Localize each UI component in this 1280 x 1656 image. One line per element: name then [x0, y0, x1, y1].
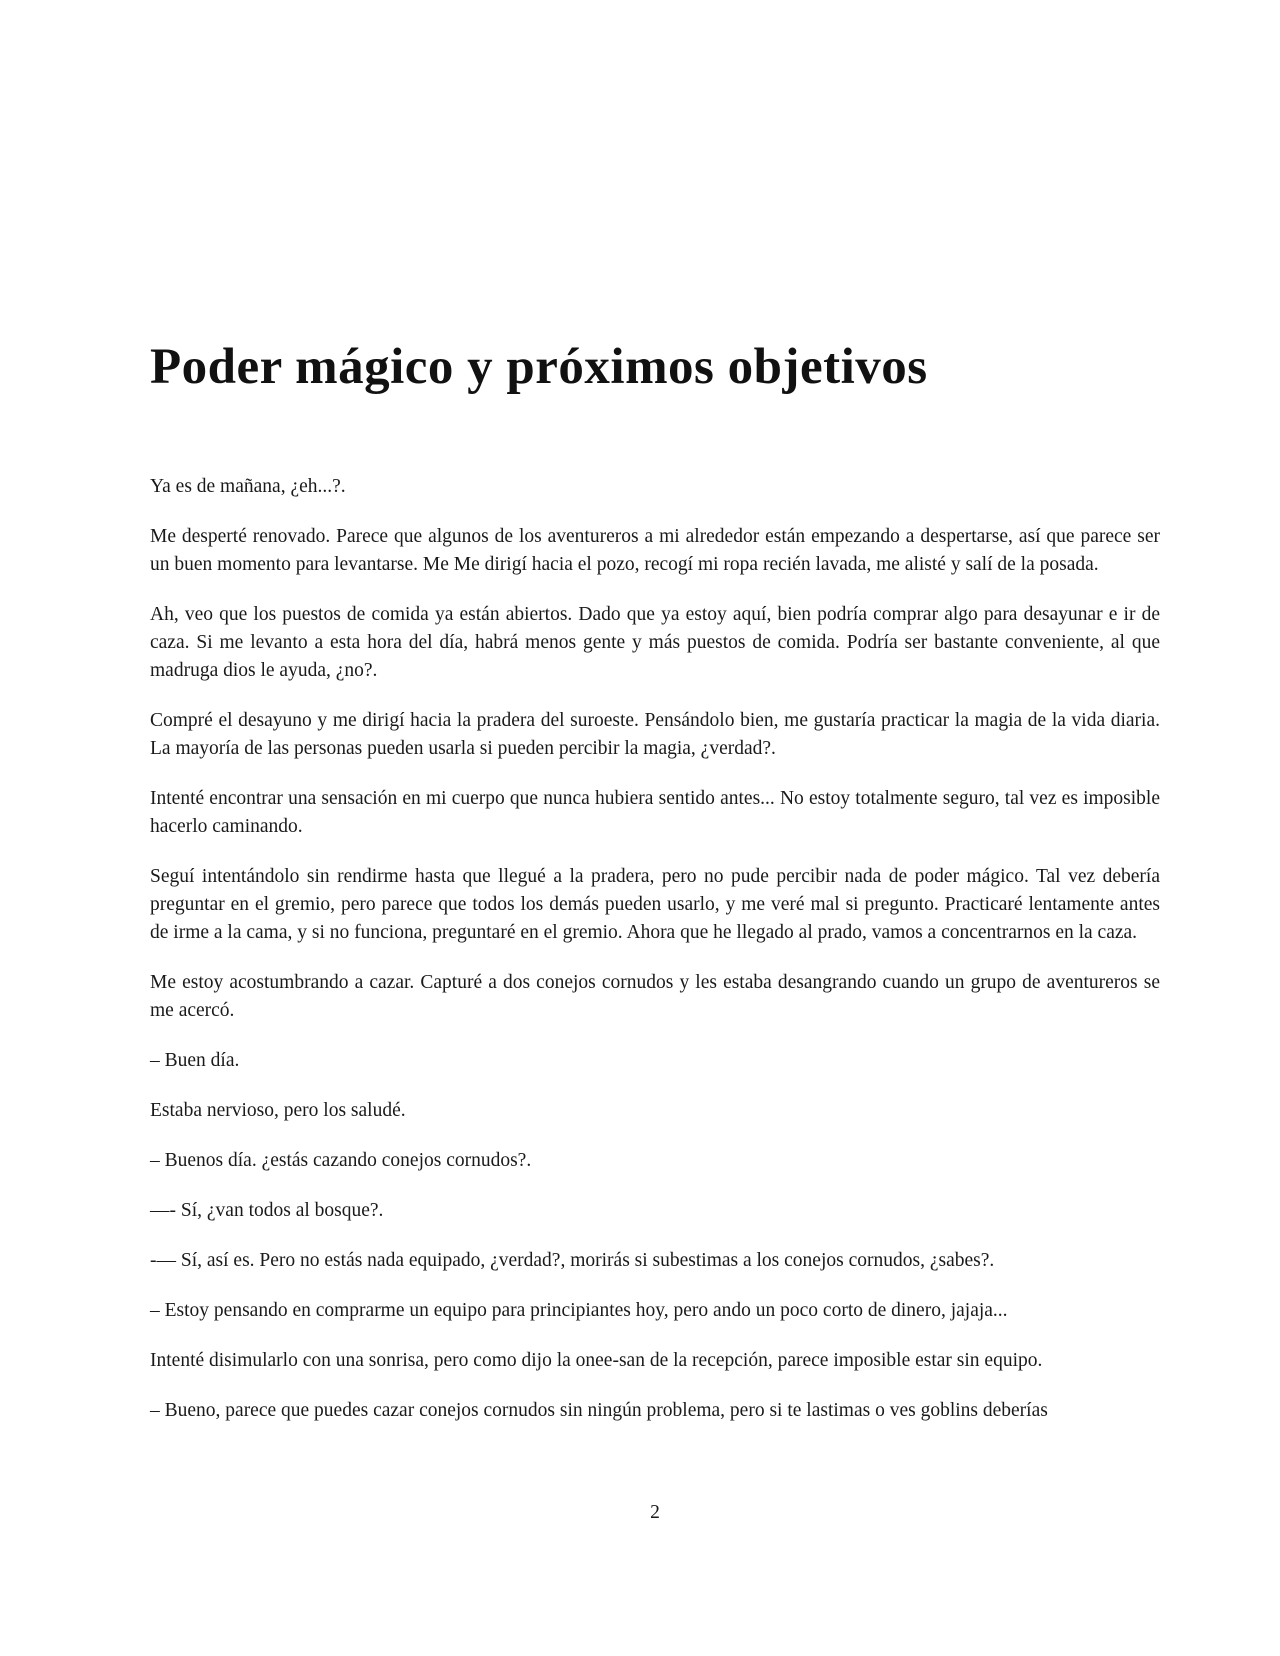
paragraph: Me estoy acostumbrando a cazar. Capturé a dos conejos cornudos y les estaba desangrando cuando un grupo de aventureros se me acercó. — [150, 972, 1160, 1021]
chapter-title: Poder mágico y próximos objetivos — [150, 339, 928, 395]
paragraph: Ya es de mañana, ¿eh...?. — [150, 476, 346, 497]
paragraph: Seguí intentándolo sin rendirme hasta que llegué a la pradera, pero no pude percibir nada de poder mágico. Tal vez debería preguntar en el gremio, pero parece que todos los demás pueden usarlo, y me veré mal si pregunto. Practicaré lentamente antes de irme a la cama, y si no funciona, preguntaré en el gremio. Ahora que he llegado al prado, vamos a concentrarnos en la caza. — [150, 866, 1160, 943]
paragraph: – Estoy pensando en comprarme un equipo para principiantes hoy, pero ando un poco corto de dinero, jajaja... — [150, 1300, 1008, 1321]
paragraph: —- Sí, ¿van todos al bosque?. — [150, 1200, 384, 1221]
paragraph: Intenté disimularlo con una sonrisa, pero como dijo la onee-san de la recepción, parece imposible estar sin equipo. — [150, 1350, 1043, 1371]
paragraph: Ah, veo que los puestos de comida ya están abiertos. Dado que ya estoy aquí, bien podría comprar algo para desayunar e ir de caza. Si me levanto a esta hora del día, habrá menos gente y más puestos de comida. Podría ser bastante conveniente, al que madruga dios le ayuda, ¿no?. — [150, 604, 1160, 681]
paragraph: – Bueno, parece que puedes cazar conejos cornudos sin ningún problema, pero si te lastimas o ves goblins deberías — [150, 1400, 1048, 1421]
paragraph: Me desperté renovado. Parece que algunos de los aventureros a mi alrededor están empezando a despertarse, así que parece ser un buen momento para levantarse. Me Me dirigí hacia el pozo, recogí mi ropa recién lavada, me alisté y salí de la posada. — [150, 526, 1160, 575]
paragraph: -— Sí, así es. Pero no estás nada equipado, ¿verdad?, morirás si subestimas a los conejos cornudos, ¿sabes?. — [150, 1250, 995, 1271]
paragraph: Estaba nervioso, pero los saludé. — [150, 1100, 406, 1121]
paragraph: Compré el desayuno y me dirigí hacia la pradera del suroeste. Pensándolo bien, me gustaría practicar la magia de la vida diaria. La mayoría de las personas pueden usarla si pueden percibir la magia, ¿verdad?. — [150, 710, 1160, 759]
paragraph: – Buenos día. ¿estás cazando conejos cornudos?. — [150, 1150, 532, 1171]
paragraph: Intenté encontrar una sensación en mi cuerpo que nunca hubiera sentido antes... No estoy totalmente seguro, tal vez es imposible hacerlo caminando. — [150, 788, 1160, 837]
page-number: 2 — [650, 1502, 660, 1523]
chapter-body — [150, 473, 1160, 1425]
paragraph: – Buen día. — [150, 1050, 240, 1071]
